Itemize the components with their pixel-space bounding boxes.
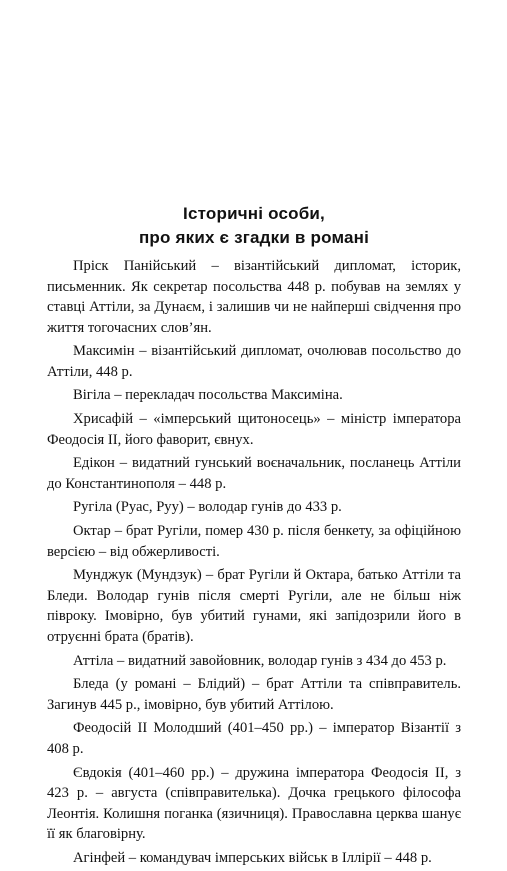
historical-figures-list (47, 256, 461, 871)
entry-ruhila: Ругіла (Руас, Руу) – володар гунів до 433 р. (73, 499, 342, 516)
section-title-line-1: Історичні особи, (183, 204, 325, 223)
entry-attila: Аттіла – видатний завойовник, володар гунів з 434 до 453 р. (73, 652, 447, 669)
entry-feodosii: Феодосій II Молодший (401–450 рр.) – імператор Візантії з 408 р. (47, 720, 461, 757)
entry-mundzhuk: Мунджук (Мундзук) – брат Ругіли й Октара, батько Аттіли та Бледи. Володар гунів після смерті Ругіли, але не більш ніж півроку. Імовірно, був убитий гунами, які запідозрили його в отруєнні брата (братів). (47, 567, 461, 645)
entry-khrysafii: Хрисафій – «імперський щитоносець» – міністр імператора Феодосія II, його фаворит, євнух. (47, 411, 461, 448)
entry-maksymin: Максимін – візантійський дипломат, очолював посольство до Аттіли, 448 р. (47, 343, 461, 380)
entry-edikon: Едікон – видатний гунський воєначальник, посланець Аттіли до Константинополя – 448 р. (47, 455, 461, 492)
entry-prisk: Пріск Панійський – візантійський дипломат, історик, письменник. Як секретар посольства 448 р. побував на землях у ставці Аттіли, за Дунаєм, і залишив чи не найперші свідчення про життя тогочасних слов’ян. (47, 258, 461, 336)
entry-yevdokiia: Євдокія (401–460 рр.) – дружина імператора Феодосія II, з 423 р. – августа (співправителька). Дочка грецького філософа Леонтія. Колишня поганка (язичниця). Православна церква шанує її як благовірну. (47, 764, 461, 843)
entry-bleda: Бледа (у романі – Блідий) – брат Аттіли та співправитель. Загинув 445 р., імовірно, був убитий Аттілою. (47, 676, 461, 713)
book-page (47, 0, 461, 866)
section-title-line-2: про яких є згадки в романі (138, 228, 370, 247)
entry-oktar: Октар – брат Ругіли, помер 430 р. після бенкету, за офіційною версією – від обжерливості. (47, 523, 461, 560)
entry-ahinfei: Агінфей – командувач імперських військ в Іллірії – 448 р. (73, 849, 432, 866)
entry-vihila: Вігіла – перекладач посольства Максиміна. (73, 387, 343, 404)
